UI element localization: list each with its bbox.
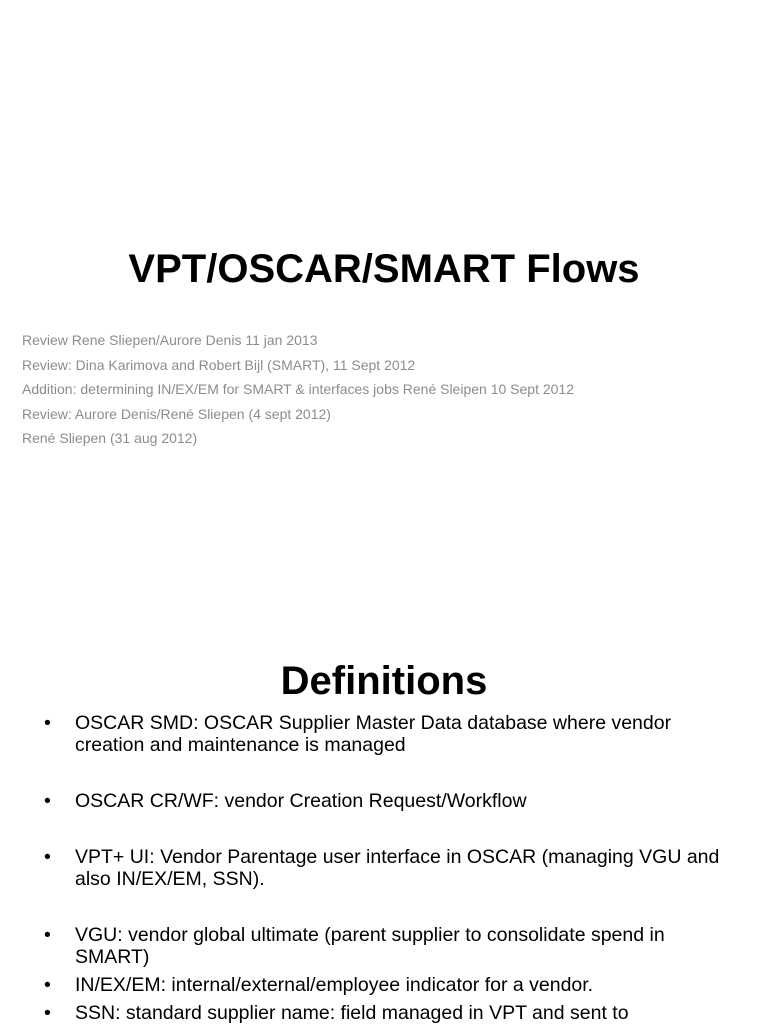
definition-text: VGU: vendor global ultimate (parent supplier to consolidate spend in SMART): [75, 924, 665, 968]
definitions-title: Definitions: [280, 659, 488, 704]
definitions-list: [44, 712, 724, 1024]
definition-text: IN/EX/EM: internal/external/employee indicator for a vendor.: [75, 974, 594, 996]
bullet-icon: •: [44, 790, 51, 812]
bullet-icon: •: [44, 974, 51, 996]
revision-history: [22, 328, 574, 451]
revision-entry: Review Rene Sliepen/Aurore Denis 11 jan 2013: [22, 332, 318, 348]
definition-text: SSN: standard supplier name: field managed in VPT and sent to: [75, 1002, 629, 1024]
bullet-icon: •: [44, 846, 51, 868]
bullet-icon: •: [44, 712, 51, 734]
page-title: VPT/OSCAR/SMART Flows: [128, 246, 640, 291]
definition-text: OSCAR CR/WF: vendor Creation Request/Workflow: [75, 790, 527, 812]
definition-text: VPT+ UI: Vendor Parentage user interface in OSCAR (managing VGU and also IN/EX/EM, SSN).: [75, 846, 720, 890]
revision-entry: Review: Aurore Denis/René Sliepen (4 sept 2012): [22, 405, 331, 422]
revision-entry: Review: Dina Karimova and Robert Bijl (SMART), 11 Sept 2012: [22, 356, 416, 373]
list-item: [44, 712, 724, 756]
revision-entry: Addition: determining IN/EX/EM for SMART & interfaces jobs René Sleipen 10 Sept 2012: [22, 381, 575, 397]
list-item: [44, 790, 724, 812]
definition-text: OSCAR SMD: OSCAR Supplier Master Data database where vendor creation and maintenance is managed: [75, 712, 672, 756]
bullet-icon: •: [44, 924, 51, 946]
revision-entry: René Sliepen (31 aug 2012): [22, 430, 198, 446]
list-item: [44, 924, 724, 968]
list-item: [44, 974, 724, 996]
slide-definitions: [0, 576, 768, 1024]
list-item: [44, 1002, 724, 1024]
list-item: [44, 846, 724, 890]
bullet-icon: •: [44, 1002, 51, 1024]
